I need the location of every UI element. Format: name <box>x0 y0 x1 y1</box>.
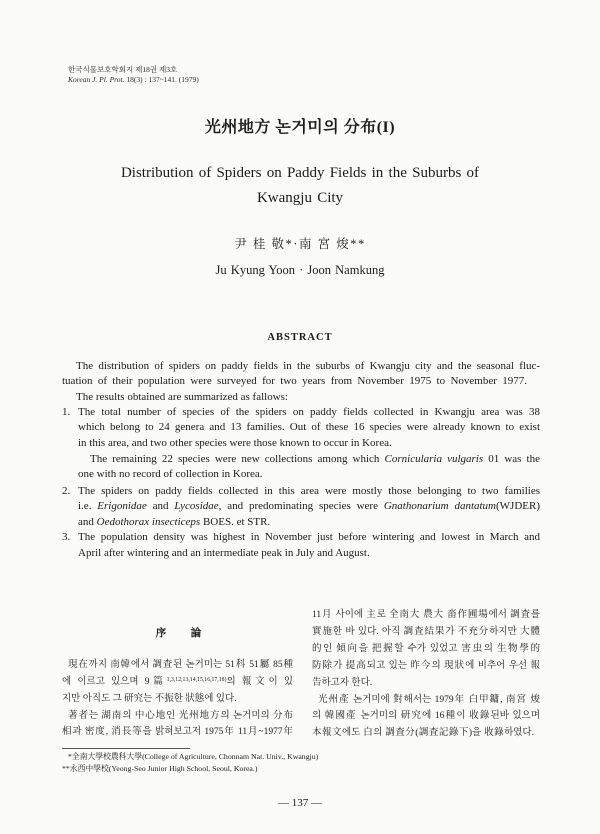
abstract-item1-line: which belong to 24 genera and 13 families. Out of these 16 species were already known to exist <box>78 421 540 433</box>
abstract-item1-line: one with no record of collection in Korea. <box>78 468 263 480</box>
text-segment: and <box>146 500 175 512</box>
text-segment: The remaining 22 species were new collections among which <box>90 453 385 465</box>
family-name: Erigonidae <box>97 500 147 512</box>
title-english-line1: Distribution of Spiders on Paddy Fields in the Suburbs of <box>120 165 480 181</box>
abstract-item-number: 2. <box>62 485 71 497</box>
intro-right-line: 의 韓國產 논거미의 研究에 16種이 收錄된바 있으며 <box>312 711 540 721</box>
text-segment: (WJDER) <box>496 500 540 512</box>
journal-abbreviation: Korean J. Pl. Prot. <box>68 75 125 84</box>
text-segment: , and predominating species were <box>218 500 384 512</box>
text-segment: BOES. et STR. <box>200 516 271 528</box>
abstract-item3-line: The population density was highest in November just before wintering and lowest in March and <box>78 531 540 543</box>
text-segment: 의 報文이 있 <box>226 677 293 687</box>
footnote-rule <box>62 748 190 749</box>
abstract-item2-line: The spiders on paddy fields collected in this area were mostly those belonging to two families <box>78 485 540 497</box>
intro-right-line: 實施한 바 있다. 아직 調査結果가 不充分하지만 大體 <box>312 627 540 637</box>
footnote-affiliation-1: *全南大學校農科大學(College of Agriculture, Chonnam Nat. Univ., Kwangju) <box>68 752 319 761</box>
species-name: Oedothorax insecticeps <box>96 516 201 528</box>
abstract-item2-line <box>78 500 540 513</box>
authors-korean: 尹 桂 敬*·南 宮 焌** <box>234 237 366 251</box>
intro-left-line: 지만 아직도 그 研究는 不振한 狀態에 있다. <box>62 694 237 704</box>
abstract-item1-line: The total number of species of the spiders on paddy fields collected in Kwangju area was 38 <box>78 406 540 418</box>
intro-right-line: 告하고자 한다. <box>312 678 373 688</box>
journal-name: 한국식물보호학회지 제18권 제3호 <box>68 65 178 74</box>
abstract-item1-line: in this area, and two other species were those known to occur in Korea. <box>78 437 392 449</box>
text-segment: 01 was the <box>483 453 540 465</box>
title-korean: 光州地方 논거미의 分布(I) <box>204 119 396 136</box>
abstract-heading: ABSTRACT <box>267 332 333 343</box>
species-name: Gnathonarium dantatum <box>383 500 496 512</box>
abstract-intro-line: tuation of their population were surveyed for two years from November 1975 to November 1977. <box>62 375 527 387</box>
abstract-item2-line <box>78 516 270 529</box>
abstract-item1-line <box>90 453 540 466</box>
intro-right-line: 防除가 提高되고 있는 昨今의 現狀에 비추어 우선 報 <box>312 661 540 671</box>
reference-superscript: 1,3,12,13,14,15,16,17,18) <box>166 677 227 683</box>
species-name: Cornicularia vulgaris <box>384 453 484 465</box>
intro-right-line: 本報文에도 白의 調査分(調査記錄下)을 收錄하였다. <box>312 728 534 738</box>
abstract-item-number: 3. <box>62 531 71 543</box>
intro-right-line: 11月 사이에 主로 全南大 農大 畓作圃場에서 調査를 <box>312 610 540 620</box>
abstract-item3-line: April after wintering and an intermediate peak in July and August. <box>78 547 370 559</box>
abstract-intro-line: The distribution of spiders on paddy fields in the suburbs of Kwangju city and the seasonal fluc- <box>76 360 540 372</box>
text-segment: and <box>78 516 97 528</box>
intro-left-line: 相과 密度, 消長等을 밝혀보고저 1975年 11月~1977年 <box>62 727 293 737</box>
journal-citation <box>68 75 199 84</box>
intro-left-line <box>62 676 293 688</box>
title-english-line2: Kwangju City <box>256 190 344 206</box>
page-number: — 137 — <box>278 797 322 809</box>
authors-english: Ju Kyung Yoon · Joon Namkung <box>215 263 385 277</box>
journal-volume-pages: 18(3) : 137~141. (1979) <box>124 75 199 84</box>
text-segment: 에 이르고 있으며 9篇 <box>62 677 167 687</box>
abstract-intro-line: The results obtained are summarized as fallows: <box>76 391 288 403</box>
intro-right-line: 光州產 논거미에 對해서는 1979年 白甲鏞, 南宮 焌 <box>318 695 540 705</box>
intro-left-line: 現在까지 南韓에서 調査된 논거미는 51科 51屬 85種 <box>68 660 293 670</box>
text-segment: i.e. <box>78 500 98 512</box>
intro-right-line: 的인 傾向을 把握할 수가 있었고 害虫의 生物學的 <box>312 644 540 654</box>
section-heading-introduction: 序 論 <box>155 628 202 639</box>
intro-left-line: 著者는 湖南의 中心地인 光州地方의 논거미의 分布 <box>68 711 293 721</box>
abstract-item-number: 1. <box>62 406 71 418</box>
footnote-affiliation-2: **永西中學校(Yeong-Seo Junior High School, Seoul, Korea.) <box>62 764 258 773</box>
family-name: Lycosidae <box>174 500 219 512</box>
